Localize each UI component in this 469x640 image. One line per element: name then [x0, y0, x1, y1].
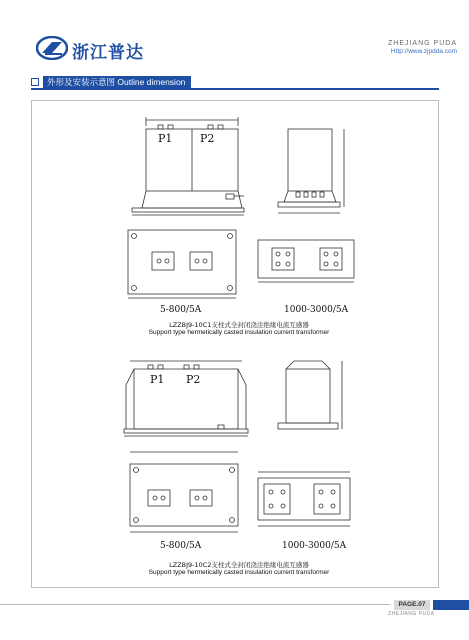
logo-text: 浙江普达: [72, 43, 144, 63]
section-divider: [31, 88, 439, 90]
page-number-label: PAGE.07: [398, 601, 426, 608]
company-url-link[interactable]: Http://www.zjpdda.com: [390, 48, 457, 55]
drawing1-ratio-right: 1000-3000/5A: [284, 305, 349, 315]
drawing1-terminal-p2: P2: [200, 132, 215, 145]
page-accent-block: [433, 600, 469, 610]
drawing2-terminal-p1: P1: [150, 373, 165, 386]
drawing1-elevation-view: [118, 112, 348, 220]
footer-company: ZHEJIANG PUDA: [388, 611, 435, 617]
company-name-en: ZHEJIANG PUDA: [387, 40, 457, 47]
section-checkbox-icon: [31, 78, 39, 86]
drawing2-plan-view: [118, 448, 358, 540]
drawing2-elevation-view: [118, 355, 348, 441]
drawing2-ratio-right: 1000-3000/5A: [282, 541, 347, 551]
section-title: 外形及安装示意图 Outline dimension: [43, 76, 191, 89]
drawing2-ratio-left: 5-800/5A: [160, 541, 202, 551]
drawing2-caption-cn: LZZBJ9-10C2支柱式全封闭浇注绝缘电流互感器: [169, 561, 309, 569]
logo-swoosh-icon: [36, 36, 68, 60]
drawing2-terminal-p2: P2: [186, 373, 201, 386]
drawing1-caption-cn: LZZBJ9-10C1支柱式全封闭浇注绝缘电流互感器: [169, 321, 309, 329]
section-header: [31, 76, 439, 90]
drawing1-caption-en: Support type hermetically casted insulation current transformer: [148, 329, 330, 336]
company-logo: [36, 36, 156, 63]
drawing2-caption-en: Support type hermetically casted insulation current transformer: [148, 569, 330, 576]
drawing1-ratio-left: 5-800/5A: [160, 305, 202, 315]
page-header: [0, 0, 469, 68]
drawing1-terminal-p1: P1: [158, 132, 173, 145]
footer-divider: [0, 604, 390, 605]
drawing1-plan-view: [118, 222, 358, 304]
